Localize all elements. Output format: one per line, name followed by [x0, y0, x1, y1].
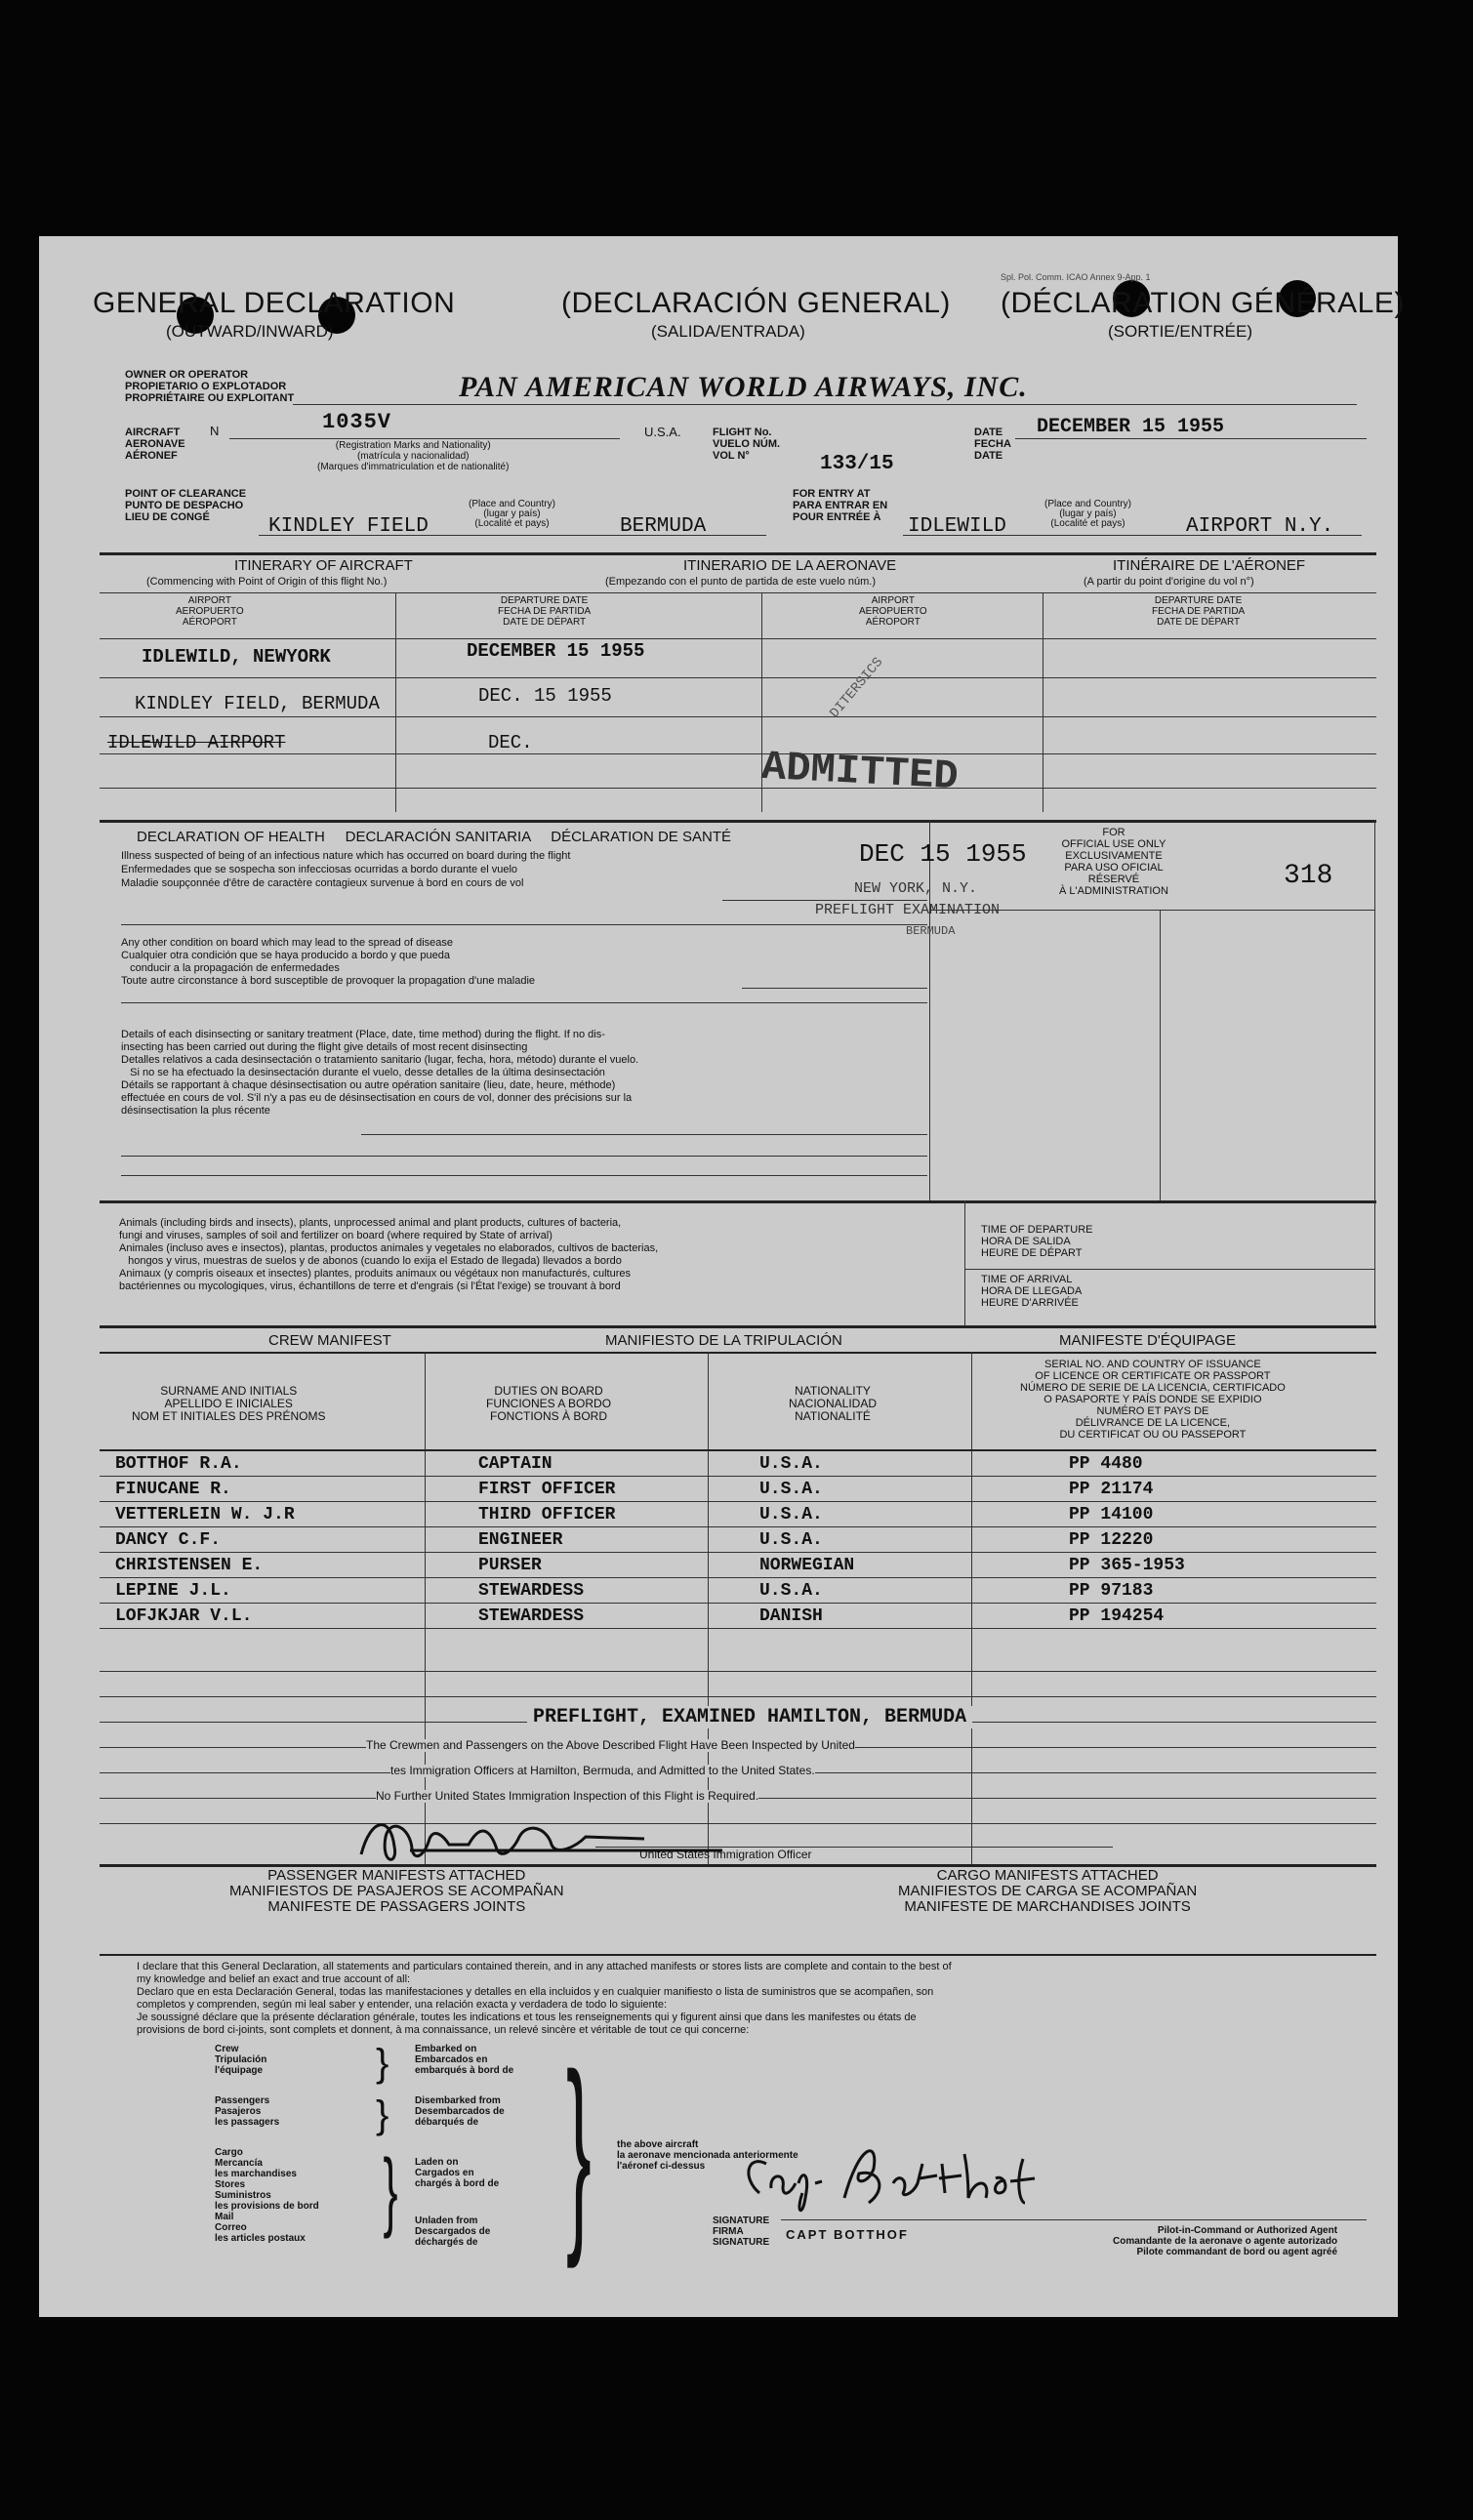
- itinerary-col-departure-1: DEPARTURE DATE FECHA DE PARTIDA DATE DE DÉPART: [498, 595, 592, 628]
- official-number: 318: [1284, 861, 1333, 891]
- crew-title-en: CREW MANIFEST: [268, 1332, 391, 1349]
- crew-duty: PURSER: [478, 1556, 542, 1575]
- exam-stamp-bermuda: BERMUDA: [906, 924, 956, 938]
- crew-nationality: U.S.A.: [759, 1581, 823, 1601]
- signature-typed-name: CAPT BOTTHOF: [786, 2227, 909, 2242]
- clearance-country: BERMUDA: [620, 515, 707, 538]
- time-of-arrival-label: TIME OF ARRIVAL HORA DE LLEGADA HEURE D'ARRIVÉE: [981, 1274, 1083, 1309]
- itinerary-title-en: ITINERARY OF AIRCRAFT: [234, 557, 413, 574]
- preflight-stamp-headline: PREFLIGHT, EXAMINED HAMILTON, BERMUDA: [527, 1706, 972, 1728]
- signature-label: SIGNATURE FIRMA SIGNATURE: [713, 2215, 770, 2248]
- itinerary-col-airport-1: AIRPORT AEROPUERTO AÉROPORT: [176, 595, 244, 628]
- crew-title-es: MANIFIESTO DE LA TRIPULACIÓN: [605, 1332, 842, 1349]
- itinerary-date: DEC. 15 1955: [478, 685, 612, 707]
- crew-nationality: NORWEGIAN: [759, 1556, 855, 1575]
- aircraft-label: AIRCRAFT AERONAVE AÉRONEF: [125, 427, 185, 462]
- subtitle-french: (SORTIE/ENTRÉE): [1108, 322, 1252, 341]
- health-details-text: Details of each disinsecting or sanitary treatment (Place, date, time method) during the flight. If no dis- insecting has been carried out during the flight give details of most recent disinsecting Detalles relativos a cada desinsectación o tratamiento sanitario (lugar, fecha, hora, método) durante el vuelo. Si no se ha efectuado la desinsectación durante el vuelo, desse detalles de la última desinsectación Détails se rapportant à chaque désinsectisation ou autre opération sanitaire (lieu, date, heure, méthode) effectuée en cours de vol. S'il n'y a pas eu de désinsectisation en cours de vol, donner des précisions sur la désinsectisation la plus récente: [121, 1029, 639, 1117]
- crew-row-rule: [100, 1476, 1376, 1477]
- crew-document: PP 14100: [1069, 1505, 1154, 1524]
- clearance-place: KINDLEY FIELD: [268, 515, 429, 538]
- annex-reference: Spl. Pol. Comm. ICAO Annex 9-App. 1: [1001, 272, 1151, 282]
- brace-icon: }: [383, 2142, 398, 2240]
- itinerary-note-es: (Empezando con el punto de partida de este vuelo núm.): [605, 576, 877, 588]
- crew-document: PP 21174: [1069, 1480, 1154, 1499]
- diagonal-stamp: DITERSICS: [827, 654, 887, 722]
- crew-row-rule: [100, 1526, 1376, 1527]
- itinerary-col-departure-2: DEPARTURE DATE FECHA DE PARTIDA DATE DE DÉPART: [1152, 595, 1246, 628]
- itinerary-note-en: (Commencing with Point of Origin of this flight No.): [146, 576, 388, 588]
- exam-stamp-place: NEW YORK, N.Y.: [854, 880, 978, 897]
- itinerary-airport: IDLEWILD AIRPORT: [107, 732, 286, 753]
- crew-document: PP 4480: [1069, 1454, 1143, 1474]
- declaration-disembarked: Disembarked from Desembarcados de débarqués de: [415, 2095, 505, 2128]
- immigration-officer-label: United States Immigration Officer: [639, 1848, 812, 1861]
- itinerary-date: DECEMBER 15 1955: [467, 640, 645, 662]
- brace-icon: }: [376, 2093, 389, 2136]
- crew-col-licence: SERIAL NO. AND COUNTRY OF ISSUANCE OF LICENCE OR CERTIFICATE OR PASSPORT NÚMERO DE SERIE DE LA LICENCIA, CERTIFICADO O PASAPORTE Y PAÍS DONDE SE EXPIDIO NUMÉRO ET PAYS DE DÉLIVRANCE DE LA LICENCE, DU CERTIFICAT OU OU PASSEPORT: [1020, 1359, 1286, 1441]
- entry-place: IDLEWILD: [908, 515, 1006, 538]
- crew-duty: ENGINEER: [478, 1530, 563, 1550]
- crew-name: DANCY C.F.: [115, 1530, 222, 1550]
- entry-country: AIRPORT N.Y.: [1186, 515, 1334, 538]
- preflight-stamp-line3: No Further United States Immigration Inspection of this Flight is Required.: [376, 1789, 759, 1803]
- preflight-stamp-line2: tes Immigration Officers at Hamilton, Bermuda, and Admitted to the United States.: [390, 1764, 815, 1777]
- time-of-departure-label: TIME OF DEPARTURE HORA DE SALIDA HEURE DE DÉPART: [981, 1224, 1093, 1259]
- crew-nationality: U.S.A.: [759, 1454, 823, 1474]
- subtitle-english: (OUTWARD/INWARD): [166, 322, 334, 341]
- itinerary-note-fr: (A partir du point d'origine du vol n°): [1084, 576, 1254, 588]
- declaration-passengers: Passengers Pasajeros les passagers: [215, 2095, 280, 2128]
- pilot-in-command-label: Pilot-in-Command or Authorized Agent Comandante de la aeronave o agente autorizado Pilote commandant de bord ou agent agréé: [1113, 2225, 1338, 2257]
- crew-row-rule: [100, 1628, 1376, 1629]
- clearance-sublabel: (Place and Country) (lugar y país) (Localité et pays): [469, 499, 555, 529]
- itinerary-airport: KINDLEY FIELD, BERMUDA: [135, 693, 380, 714]
- exam-stamp-text: PREFLIGHT EXAMINATION: [815, 902, 1001, 918]
- flight-number: 133/15: [820, 453, 894, 475]
- crew-name: LEPINE J.L.: [115, 1581, 231, 1601]
- entry-sublabel: (Place and Country) (lugar y país) (Localité et pays): [1044, 499, 1131, 529]
- crew-nationality: DANISH: [759, 1606, 823, 1626]
- owner-label: OWNER OR OPERATOR PROPIETARIO O EXPLOTADOR PROPRIÉTAIRE OU EXPLOITANT: [125, 369, 295, 404]
- crew-duty: STEWARDESS: [478, 1606, 585, 1626]
- itinerary-title-es: ITINERARIO DE LA AERONAVE: [683, 557, 897, 574]
- date-label: DATE FECHA DATE: [974, 427, 1011, 462]
- declaration-aircraft-line: the above aircraft la aeronave mencionada anteriormente l'aéronef ci-dessus: [617, 2139, 798, 2172]
- crew-col-name: SURNAME AND INITIALS APELLIDO E INICIALES NOM ET INITIALES DES PRÉNOMS: [132, 1384, 326, 1423]
- title-spanish: (DECLARACIÓN GENERAL): [561, 287, 951, 319]
- aircraft-country: U.S.A.: [644, 425, 681, 439]
- crew-name: CHRISTENSEN E.: [115, 1556, 264, 1575]
- itinerary-title-fr: ITINÉRAIRE DE L'AÉRONEF: [1113, 557, 1306, 574]
- crew-title-fr: MANIFESTE D'ÉQUIPAGE: [1059, 1332, 1236, 1349]
- declaration-text: I declare that this General Declaration, all statements and particulars contained therein, and in any attached manifests or stores lists are complete and contain to the best of my knowledge and belief an exact and true account of all: Declaro que en esta Declaración General, todas las manifestaciones y detalles en ella incluidos y en cualquier manifiesto o lista de suministros que se acompañen, son completos y comprenden, según mi leal saber y entender, una relación exacta y verdadera de todo lo siguiente: Je soussigné déclare que la présente déclaration générale, toutes les indications et tous les renseignements qui y figurent ainsi que dans les manifestes ou états de provisions de bord ci-joints, sont complets et donnent, à ma connaissance, un relevé sincère et véritable de tout ce qui concerne:: [137, 1961, 952, 2036]
- declaration-laden: Laden on Cargados en chargés à bord de: [415, 2157, 500, 2189]
- itinerary-date: DEC.: [488, 732, 533, 753]
- passenger-manifests-attached: PASSENGER MANIFESTS ATTACHED MANIFIESTOS DE PASAJEROS SE ACOMPAÑAN MANIFESTE DE PASSAGERS JOINTS: [229, 1867, 564, 1915]
- date-value: DECEMBER 15 1955: [1037, 416, 1225, 438]
- clearance-label: POINT OF CLEARANCE PUNTO DE DESPACHO LIEU DE CONGÉ: [125, 488, 247, 523]
- official-use-label: FOR OFFICIAL USE ONLY EXCLUSIVAMENTE PARA USO OFICIAL RÉSERVÉ À L'ADMINISTRATION: [1059, 827, 1168, 897]
- crew-row-rule: [100, 1501, 1376, 1502]
- declaration-unladen: Unladen from Descargados de déchargés de: [415, 2215, 491, 2248]
- crew-name: BOTTHOF R.A.: [115, 1454, 242, 1474]
- crew-name: FINUCANE R.: [115, 1480, 231, 1499]
- owner-value: PAN AMERICAN WORLD AIRWAYS, INC.: [459, 371, 1028, 403]
- crew-document: PP 365-1953: [1069, 1556, 1185, 1575]
- brace-icon: }: [376, 2042, 389, 2085]
- declaration-embarked: Embarked on Embarcados en embarqués à bord de: [415, 2044, 514, 2076]
- crew-duty: STEWARDESS: [478, 1581, 585, 1601]
- aircraft-prefix: N: [210, 424, 220, 438]
- crew-document: PP 97183: [1069, 1581, 1154, 1601]
- declaration-crew: Crew Tripulación l'équipage: [215, 2044, 267, 2076]
- crew-row-rule: [100, 1603, 1376, 1604]
- crew-col-duties: DUTIES ON BOARD FUNCIONES A BORDO FONCTIONS À BORD: [486, 1384, 612, 1423]
- captain-signature: [713, 2125, 1123, 2232]
- itinerary-col-airport-2: AIRPORT AEROPUERTO AÉROPORT: [859, 595, 927, 628]
- crew-name: LOFJKJAR V.L.: [115, 1606, 253, 1626]
- aircraft-registration: 1035V: [322, 410, 392, 434]
- crew-name: VETTERLEIN W. J.R: [115, 1505, 295, 1524]
- crew-nationality: U.S.A.: [759, 1480, 823, 1499]
- general-declaration-form: [39, 236, 1405, 2317]
- flight-label: FLIGHT No. VUELO NÚM. VOL N°: [713, 427, 781, 462]
- entry-label: FOR ENTRY AT PARA ENTRAR EN POUR ENTRÉE À: [793, 488, 888, 523]
- crew-row-rule: [100, 1577, 1376, 1578]
- cargo-manifests-attached: CARGO MANIFESTS ATTACHED MANIFIESTOS DE CARGA SE ACOMPAÑAN MANIFESTE DE MARCHANDISES JOINTS: [898, 1867, 1198, 1915]
- animals-text: Animals (including birds and insects), plants, unprocessed animal and plant products, cultures of bacteria, fungi and viruses, samples of soil and fertilizer on board (where required by State of arrival) Animales (incluso aves e insectos), plantas, productos animales y vegetales no elaborados, cultivos de bacterias, hongos y virus, muestras de suelos y de abonos (cuando lo exija el Estado de llegada) llevados a bordo Animaux (y compris oiseaux et insectes) plantes, produits animaux ou végétaux non manufacturés, cultures bactériennes ou mycologiques, virus, échantillons de terre et d'engrais (si l'État l'exige) se trouvant à bord: [119, 1217, 659, 1292]
- crew-duty: THIRD OFFICER: [478, 1505, 616, 1524]
- crew-nationality: U.S.A.: [759, 1505, 823, 1524]
- crew-document: PP 194254: [1069, 1606, 1165, 1626]
- crew-col-nationality: NATIONALITY NACIONALIDAD NATIONALITÉ: [789, 1384, 878, 1423]
- health-other-text: Any other condition on board which may lead to the spread of disease Cualquier otra condición que se haya producido a bordo y que pueda conducir a la propagación de enfermedades Toute autre circonstance à bord susceptible de provoquer la propagation d'une maladie: [121, 937, 536, 987]
- crew-row-rule: [100, 1552, 1376, 1553]
- brace-icon: }: [566, 2029, 592, 2269]
- health-title: DECLARATION OF HEALTH DECLARACIÓN SANITARIA DÉCLARATION DE SANTÉ: [137, 829, 731, 845]
- aircraft-sublabel: (Registration Marks and Nationality) (matrícula y nacionalidad) (Marques d'immatriculation et de nationalité): [317, 440, 510, 472]
- crew-nationality: U.S.A.: [759, 1530, 823, 1550]
- preflight-stamp-line1: The Crewmen and Passengers on the Above Described Flight Have Been Inspected by United: [366, 1738, 855, 1752]
- subtitle-spanish: (SALIDA/ENTRADA): [651, 322, 805, 341]
- exam-stamp-date: DEC 15 1955: [859, 839, 1027, 869]
- health-illness-text: Illness suspected of being of an infectious nature which has occurred on board during the flight Enfermedades que se sospecha son infecciosas ocurridas a bordo durante el vuelo Maladie soupçonnée d'être de caractère contagieux survenue à bord en cours de vol: [121, 850, 571, 889]
- declaration-cargo: Cargo Mercancía les marchandises Stores Suministros les provisions de bord Mail Correo les articles postaux: [215, 2147, 319, 2244]
- title-english: GENERAL DECLARATION: [93, 287, 456, 319]
- crew-duty: CAPTAIN: [478, 1454, 552, 1474]
- admitted-stamp: ADMITTED: [759, 743, 960, 801]
- crew-duty: FIRST OFFICER: [478, 1480, 616, 1499]
- itinerary-airport: IDLEWILD, NEWYORK: [142, 646, 331, 668]
- title-french: (DÉCLARATION GÉNÉRALE): [1001, 287, 1405, 319]
- crew-document: PP 12220: [1069, 1530, 1154, 1550]
